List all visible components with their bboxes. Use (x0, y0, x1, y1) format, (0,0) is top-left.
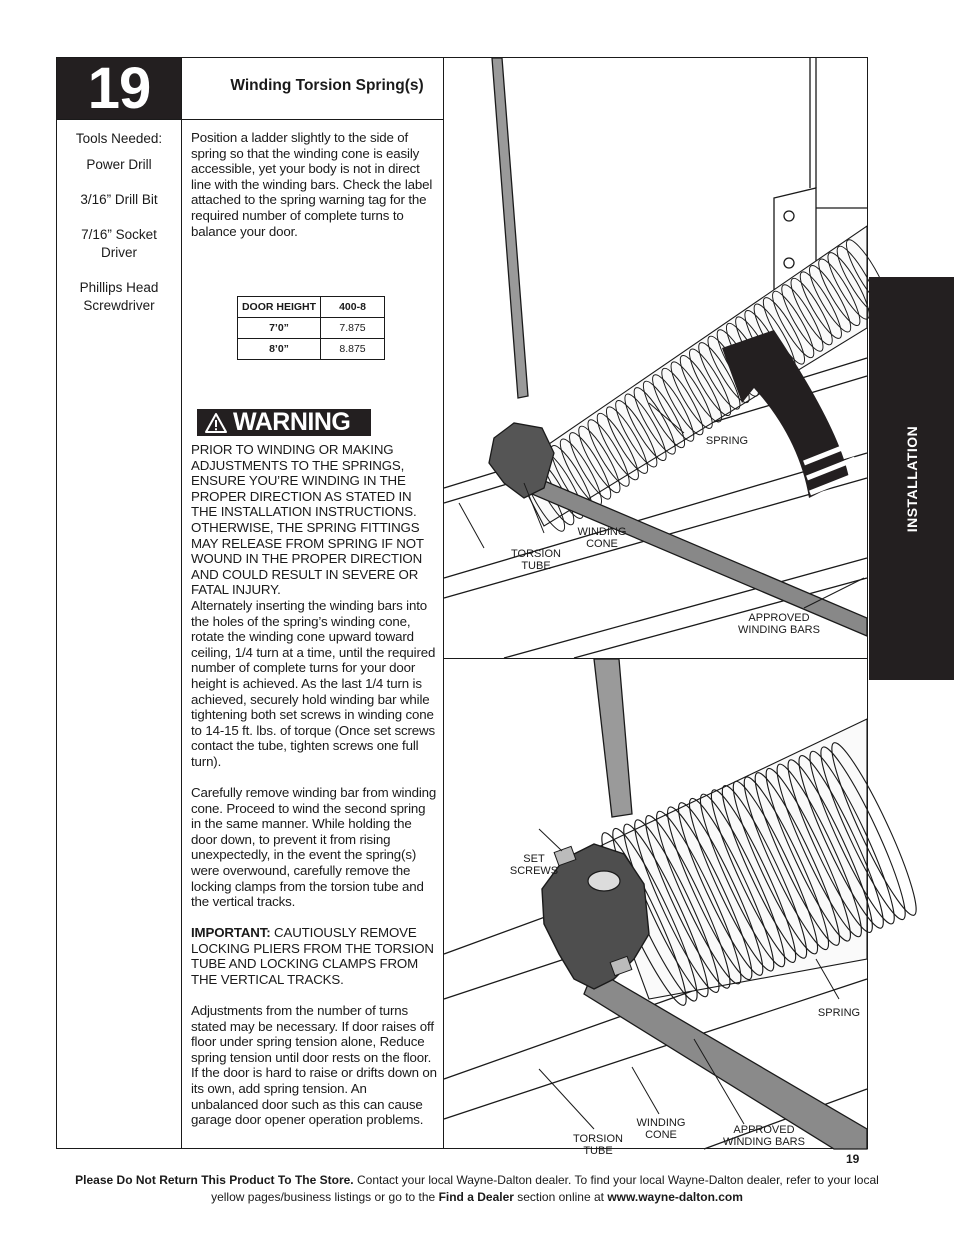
table-row (238, 339, 385, 360)
label-torsion-tube-1: TORSION (511, 548, 561, 560)
winding-paragraph: Alternately inserting the winding bars into the holes of the spring’s winding cone, rotate the winding cone upward toward ceiling, 1/4 turn at a time, until the required number of complete turns for your door height is achieved. As the last 1/4 turn is achieved, securely hold winding bar while tightening both set screws in winding cone to 14-15 ft. lbs. of torque (Once set screws contact the tube, tighten screws one full turn). (191, 598, 436, 769)
intro-paragraph: Position a ladder slightly to the side of spring so that the winding cone is easily accessible, yet your body is not in direct line with the winding bars. Check the label attached to the spring warning tag for the required number of complete turns to balance your door. (191, 130, 433, 239)
step-number: 19 (57, 58, 181, 119)
label-winding-bars-2: WINDING BARS (723, 1136, 805, 1148)
section-tab (869, 277, 954, 680)
label-set-screws-2: SCREWS (509, 865, 559, 877)
table-row (238, 318, 385, 339)
tool-power-drill: Power Drill (86, 157, 152, 172)
footer (60, 1172, 894, 1206)
footer-notice: Please Do Not Return This Product To The Store. (75, 1173, 354, 1187)
winding-bar-upper (492, 58, 528, 398)
label-winding-bars-1: APPROVED (733, 1124, 795, 1136)
label-winding-cone-2: CONE (586, 538, 618, 550)
label-spring: SPRING (705, 435, 749, 447)
table-header-row (238, 297, 385, 318)
spring-coils (514, 226, 894, 535)
important-paragraph (191, 925, 437, 987)
tool-socket-driver: 7/16” Socket Driver (81, 227, 157, 260)
warning-triangle-icon (205, 413, 227, 433)
table-header-cell: DOOR HEIGHT (238, 297, 321, 318)
step-title: Winding Torsion Spring(s) (230, 77, 424, 94)
warning-banner (197, 409, 371, 436)
label-torsion-tube-2: TUBE (521, 560, 551, 572)
label-winding-cone-1: WINDING (577, 526, 627, 538)
website-link[interactable]: www.wayne-dalton.com (607, 1190, 743, 1204)
tool-drill-bit: 3/16” Drill Bit (80, 192, 158, 207)
table-header-cell: 400-8 (321, 297, 385, 318)
label-torsion-tube-1: TORSION (573, 1133, 623, 1145)
label-spring: SPRING (817, 1007, 861, 1019)
label-winding-bars-2: WINDING BARS (738, 624, 820, 636)
warning-label: WARNING (233, 408, 351, 436)
footer-text-1: Contact your local Wayne-Dalton dealer. To find your local Wayne-Dalton dealer, refer to your local yellow pages/business listings or go to the (211, 1173, 879, 1204)
table-cell: 8’0” (238, 339, 321, 360)
label-winding-bars-1: APPROVED (748, 612, 810, 624)
important-text: CAUTIOUSLY REMOVE LOCKING PLIERS FROM THE TORSION TUBE AND LOCKING CLAMPS FROM THE VERTICAL TRACKS. (191, 925, 434, 987)
label-set-screws-1: SET (523, 853, 545, 865)
section-tab-label: INSTALLATION (903, 425, 920, 532)
remove-paragraph: Carefully remove winding bar from winding cone. Proceed to wind the second spring in the same manner. While holding the door down, to prevent it from rising unexpectedly, in the event the spring(s) were overwound, carefully remove the locking clamps from the torsion tube and the vertical tracks. (191, 785, 437, 910)
warning-text: PRIOR TO WINDING OR MAKING ADJUSTMENTS TO THE SPRINGS, ENSURE YOU’RE WINDING IN THE PROPER DIRECTION AS STATED IN THE INSTALLATION INSTRUCTIONS. OTHERWISE, THE SPRING FITTINGS MAY RELEASE FROM SPRING IF NOT WOUND IN THE PROPER DIRECTION AND COULD RESULT IN SEVERE OR FATAL INJURY. (191, 442, 424, 598)
winding-bar-upper (594, 659, 632, 817)
table-cell: 8.875 (321, 339, 385, 360)
footer-text-2: section online at (513, 1190, 608, 1204)
tool-phillips-screwdriver: Phillips Head Screwdriver (79, 280, 159, 313)
adjust-paragraph: Adjustments from the number of turns stated may be necessary. If door raises off floor under spring tension alone, Reduce spring tension until door rests on the floor. If the door is hard to raise or drifts down on its own, add spring tension. An unbalanced door such as this can cause garage door opener operation problems. (191, 1003, 437, 1128)
table-cell: 7.875 (321, 318, 385, 339)
table-cell: 7’0” (238, 318, 321, 339)
important-label: IMPORTANT: (191, 925, 271, 940)
winding-illustration-top (444, 58, 867, 658)
find-a-dealer-link[interactable]: Find a Dealer (438, 1190, 514, 1204)
turns-table (237, 296, 385, 360)
column-divider-tools (181, 58, 182, 1148)
label-torsion-tube-2: TUBE (583, 1145, 613, 1157)
label-winding-cone-2: CONE (645, 1129, 677, 1141)
winding-illustration-bottom (444, 659, 867, 1157)
step-frame (56, 56, 868, 1157)
label-winding-cone-1: WINDING (636, 1117, 686, 1129)
page-number: 19 (846, 1152, 860, 1166)
tools-needed (57, 130, 181, 315)
tools-heading: Tools Needed: (75, 131, 163, 146)
